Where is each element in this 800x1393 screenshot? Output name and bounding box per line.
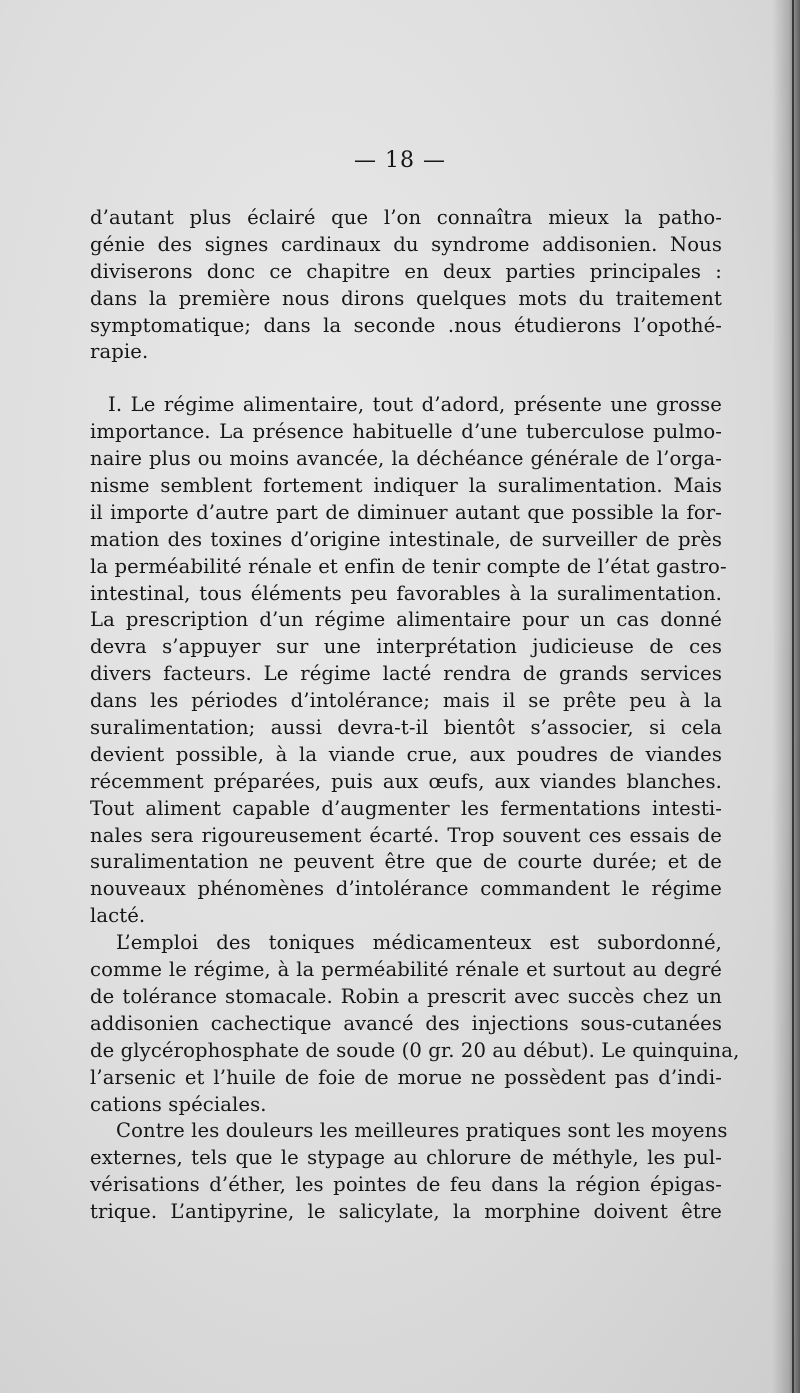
text-line: I. Le régime alimentaire, tout d’adord, présente une grosse: [108, 393, 722, 417]
text-line: nales sera rigoureusement écarté. Trop souvent ces essais de: [90, 823, 722, 847]
text-line: devra s’appuyer sur une interprétation judicieuse de ces: [90, 635, 722, 659]
text-line: Tout aliment capable d’augmenter les fermentations intesti-: [90, 796, 722, 820]
text-line: de tolérance stomacale. Robin a prescrit avec succès chez un: [90, 984, 722, 1008]
text-line: devient possible, à la viande crue, aux poudres de viandes: [90, 742, 722, 766]
text-line: rapie.: [90, 340, 149, 364]
text-line: vérisations d’éther, les pointes de feu dans la région épigas-: [90, 1173, 722, 1197]
text-line: dans la première nous dirons quelques mots du traitement: [90, 286, 722, 310]
binding-edge: [792, 0, 794, 1393]
text-line: lacté.: [90, 904, 146, 928]
text-line: nouveaux phénomènes d’intolérance commandent le régime: [90, 877, 722, 901]
text-line: naire plus ou moins avancée, la déchéance générale de l’orga-: [90, 447, 722, 471]
paragraph: [90, 1118, 728, 1226]
text-line: symptomatique; dans la seconde .nous étudierons l’opothé-: [90, 313, 722, 337]
text-line: récemment préparées, puis aux œufs, aux viandes blanches.: [90, 769, 722, 793]
text-line: intestinal, tous éléments peu favorables à la suralimentation.: [90, 581, 722, 605]
body-text: [90, 205, 740, 1226]
text-line: addisonien cachectique avancé des injections sous-cutanées: [90, 1011, 722, 1035]
paragraph: [90, 205, 722, 366]
text-line: d’autant plus éclairé que l’on connaîtra mieux la patho-: [90, 206, 722, 229]
paragraph: [90, 930, 740, 1118]
text-line: cations spéciales.: [90, 1092, 267, 1116]
text-line: la perméabilité rénale et enfin de tenir compte de l’état gastro-: [90, 554, 727, 578]
text-line: externes, tels que le stypage au chlorure de méthyle, les pul-: [90, 1146, 722, 1170]
text-line: comme le régime, à la perméabilité rénale et surtout au degré: [90, 958, 722, 982]
text-line: importance. La présence habituelle d’une tuberculose pulmo-: [90, 420, 722, 444]
text-line: suralimentation; aussi devra-t-il bientôt s’associer, si cela: [90, 716, 722, 740]
text-line: divers facteurs. Le régime lacté rendra de grands services: [90, 662, 722, 686]
paragraph-gap: [90, 366, 722, 392]
text-line: trique. L’antipyrine, le salicylate, la morphine doivent être: [90, 1200, 722, 1224]
text-line: La prescription d’un régime alimentaire pour un cas donné: [90, 608, 722, 632]
text-line: Contre les douleurs les meilleures pratiques sont les moyens: [116, 1119, 728, 1143]
text-line: il importe d’autre part de diminuer autant que possible la for-: [90, 500, 722, 524]
text-line: diviserons donc ce chapitre en deux parties principales :: [90, 259, 722, 283]
text-line: L’emploi des toniques médicamenteux est subordonné,: [116, 931, 722, 955]
text-line: suralimentation ne peuvent être que de courte durée; et de: [90, 850, 722, 874]
text-line: de glycérophosphate de soude (0 gr. 20 au début). Le quinquina,: [90, 1038, 740, 1062]
text-line: l’arsenic et l’huile de foie de morue ne possèdent pas d’indi-: [90, 1065, 722, 1089]
text-line: nisme semblent fortement indiquer la suralimentation. Mais: [90, 474, 722, 498]
paragraph: [90, 392, 727, 930]
page-number: — 18 —: [354, 148, 446, 173]
text-line: génie des signes cardinaux du syndrome addisonien. Nous: [90, 232, 722, 256]
binding-shadow: [772, 0, 800, 1393]
text-line: dans les périodes d’intolérance; mais il se prête peu à la: [90, 689, 722, 713]
text-line: mation des toxines d’origine intestinale, de surveiller de près: [90, 527, 722, 551]
